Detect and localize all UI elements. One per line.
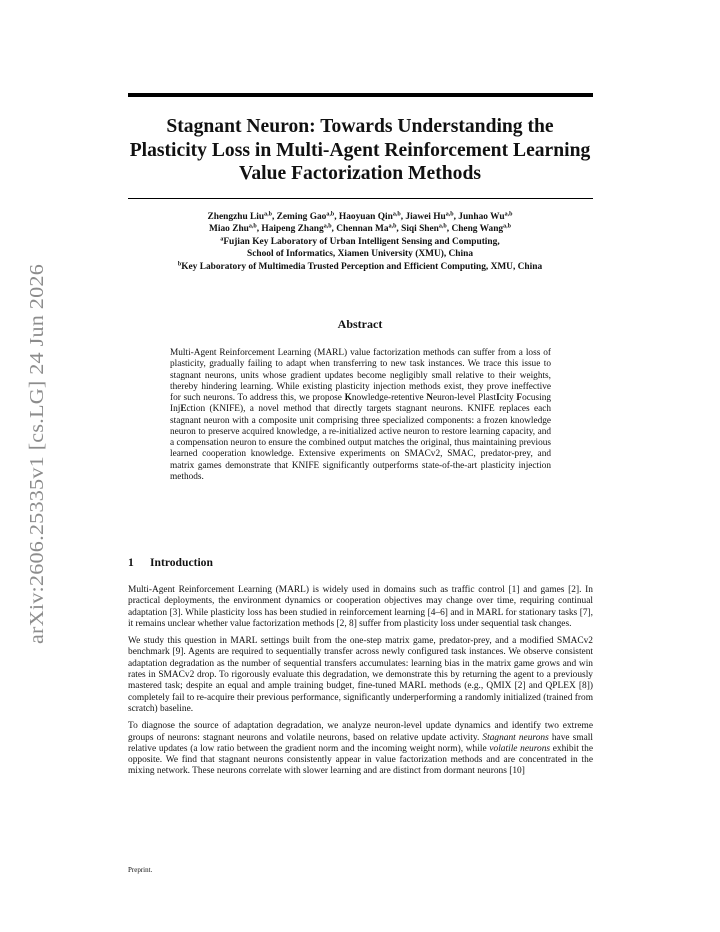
- author-name: Miao Zhu: [209, 224, 249, 235]
- author-line-2: Miao Zhu$^{a,b}$, Haipeng Zhang$^{a,b}$, Chennan Ma$^{a,b}$, Siqi Shen$^{a,b}$, Cheng Wang$^{a,b}$: [209, 223, 511, 235]
- text-run: nowledge-retentive: [351, 393, 427, 403]
- author-affiliation-mark: a,b: [445, 211, 454, 218]
- author-line-1: Zhengzhu Liu$^{a,b}$, Zeming Gao$^{a,b}$, Haoyuan Qin$^{a,b}$, Jiawei Hu$^{a,b}$, Junhao Wu$^{a,b}$: [207, 211, 513, 222]
- author-name: Zeming Gao: [276, 212, 327, 222]
- section-number: 1: [128, 556, 134, 569]
- section-title: Introduction: [150, 556, 213, 569]
- text-run: ocusing Inj: [170, 393, 551, 415]
- affiliation-a-line-2: School of Informatics, Xiamen University (XMU), China: [246, 249, 474, 260]
- author-name: Siqi Shen: [401, 224, 439, 235]
- text-run: Multi-Agent Reinforcement Learning (MARL) value factorization methods can suffer from a loss of plasticity, gradually failing to adapt when transferring to new task instances. We trace this issue to stagnant neurons, units whose gradient updates become negligibly small relative to their weights, thereby hindering learning. While existing plasticity injection methods exist, they prove ineffective for such neurons. To address this, we propose: [170, 348, 551, 403]
- text-run: ction (KNIFE), a novel method that directly targets stagnant neurons. KNIFE replaces each stagnant neuron with a composite unit comprising three specialized components: a frozen knowledge neuron to preserve acquired knowledge, a re-initialized active neuron to restore learning capacity, and a compensation neuron to ensure the combined output matches the original, thus maintaining previous learned cooperation knowledge. Extensive experiments on SMACv2, SMAC, predator-prey, and matrix games demonstrate that KNIFE significantly outperforms state-of-the-art plasticity injection methods.: [170, 404, 551, 482]
- author-affiliation-mark: a,b: [504, 211, 513, 218]
- author-affiliation-mark: a,b: [503, 223, 511, 230]
- author-block: [110, 211, 610, 273]
- affiliation-a-mark: a: [220, 236, 224, 243]
- text-run: have small relative updates (a low ratio between the gradient norm and the incoming weight norm), while: [128, 732, 593, 754]
- author-affiliation-mark: a,b: [264, 211, 272, 218]
- bold-run: I: [496, 393, 500, 403]
- bold-run: K: [344, 393, 352, 403]
- affiliation-b-text: Key Laboratory of Multimedia Trusted Perception and Efficient Computing, XMU, China: [181, 261, 543, 272]
- bold-run: N: [426, 393, 434, 403]
- affiliation-b-mark: b: [177, 261, 182, 268]
- title-rule: [128, 198, 593, 199]
- author-name: Cheng Wang: [451, 224, 504, 235]
- affiliation-a-line-1: Fujian Key Laboratory of Urban Intelligent Sensing and Computing,: [223, 236, 500, 247]
- author-name: Zhengzhu Liu: [207, 212, 265, 222]
- title-line-2: Plasticity Loss in Multi-Agent Reinforcement Learning: [129, 139, 591, 161]
- text-run: To diagnose the source of adaptation degradation, we analyze neuron-level update dynamics and identify two extreme groups of neurons: stagnant neurons and volatile neurons, based on relative update activity.: [128, 721, 593, 743]
- paper-title: [110, 115, 610, 186]
- abstract-text: [170, 348, 551, 483]
- title-line-1: Stagnant Neuron: Towards Understanding the: [166, 116, 554, 137]
- bold-run: E: [180, 404, 187, 415]
- italic-run: Stagnant neurons: [482, 732, 549, 743]
- author-name: Chennan Ma: [336, 224, 389, 235]
- author-name: Jiawei Hu: [405, 212, 446, 222]
- intro-paragraph-1: [128, 585, 593, 630]
- text-run: We study this question in MARL settings built from the one-step matrix game, predator-prey, and a modified SMACv2 benchmark [9]. Agents are required to sequentially transfer across newly configured task instances. We observe consistent adaptation degradation as the number of sequential transfers accumulates: learning bias in the matrix game grows and win rates in SMACv2 drop. To rigorously evaluate this degradation, we demonstrate this by returning the agent to a previously mastered task; despite an equal and ample training budget, fine-tuned MARL methods (e.g., QMIX [2] and QPLEX [8]) completely fail to re-acquire their previous performance, significantly underperforming a randomly initialized (trained from scratch) baseline.: [128, 636, 593, 714]
- affiliation-a: [110, 236, 610, 248]
- introduction-body: [128, 585, 593, 784]
- author-affiliation-mark: a,b: [392, 211, 401, 218]
- arxiv-identifier: [10, 258, 66, 648]
- footer-preprint: Preprint.: [128, 866, 153, 874]
- author-affiliation-mark: a,b: [438, 223, 447, 230]
- intro-paragraph-3: [128, 721, 593, 777]
- top-rule: [128, 93, 593, 97]
- author-name: Haoyuan Qin: [338, 212, 393, 222]
- author-affiliation-mark: a,b: [248, 223, 257, 230]
- author-affiliation-mark: a,b: [388, 223, 397, 230]
- author-affiliation-mark: a,b: [326, 211, 335, 218]
- intro-paragraph-2: [128, 636, 593, 715]
- affiliation-b: [110, 261, 610, 273]
- abstract-heading: Abstract: [337, 317, 383, 331]
- arxiv-identifier-text: arXiv:2606.25335v1 [cs.LG] 24 Jun 2026: [27, 309, 48, 644]
- italic-run: volatile neurons: [489, 743, 551, 754]
- author-name: Haipeng Zhang: [261, 224, 324, 235]
- text-run: euron-level Plast: [433, 393, 497, 403]
- author-affiliation-mark: a,b: [323, 223, 332, 230]
- section-heading-introduction: [128, 556, 213, 569]
- title-line-3: Value Factorization Methods: [239, 163, 481, 184]
- text-run: exhibit the opposite. We find that stagnant neurons consistently appear in value factorization methods and are concentrated in the mixing network. These neurons correlate with slower learning and are distinct from dormant neurons [10]: [128, 743, 593, 777]
- text-run: city: [499, 393, 517, 403]
- bold-run: F: [516, 393, 523, 403]
- author-name: Junhao Wu: [458, 212, 505, 222]
- text-run: Multi-Agent Reinforcement Learning (MARL) is widely used in domains such as traffic control [1] and games [2]. In practical deployments, the environment dynamics or cooperation objectives may change over time, requiring continual adaptation [3]. While plasticity loss has been studied in reinforcement learning [4–6] and in MARL for stationary tasks [7], it remains unclear whether value factorization methods [2, 8] suffer from plasticity loss under sequential task changes.: [128, 585, 593, 629]
